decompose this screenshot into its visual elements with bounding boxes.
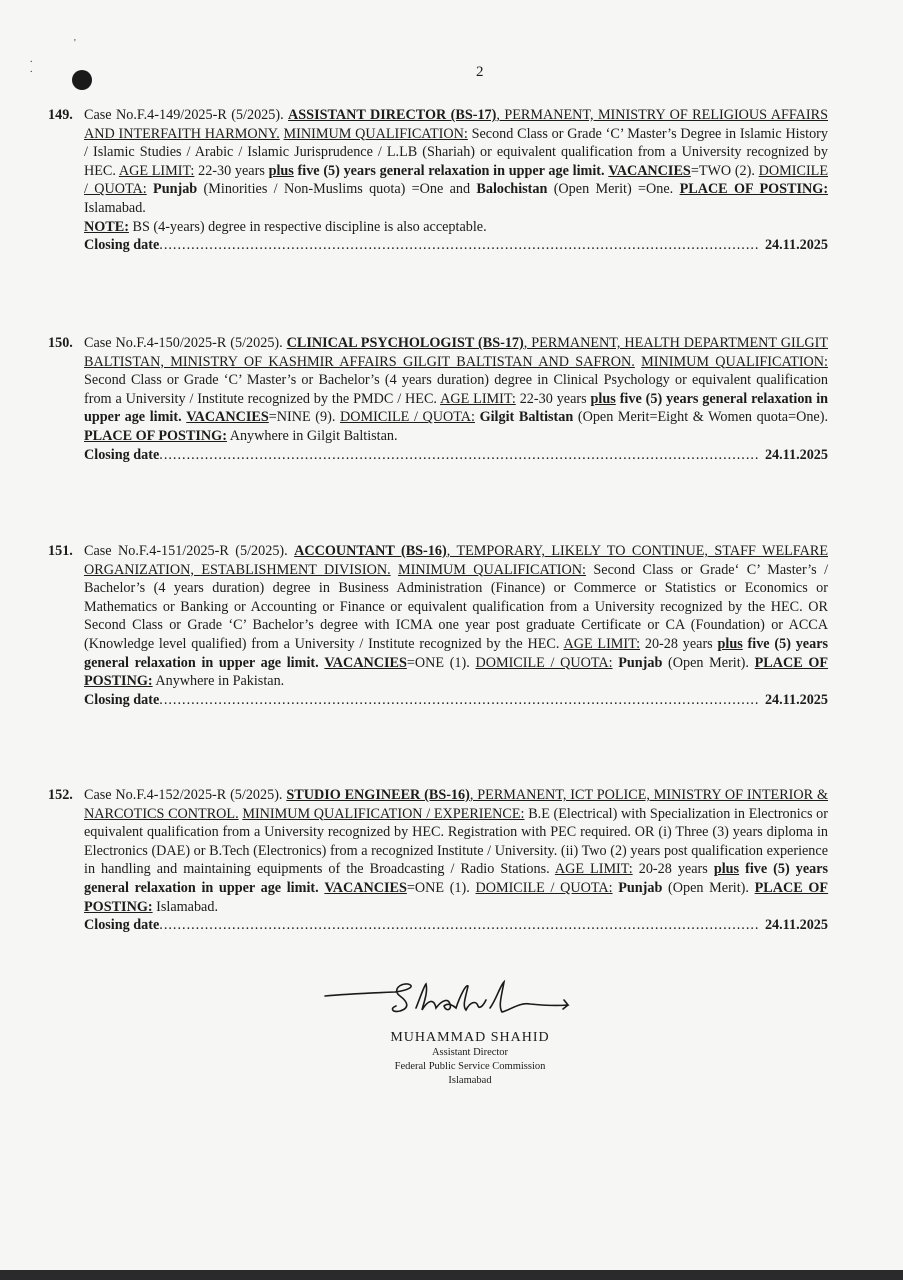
closing-date-row	[84, 446, 828, 465]
case-151	[48, 542, 829, 709]
age-limit-label: AGE LIMIT:	[554, 861, 633, 878]
age-limit-text: 22-30 years	[198, 162, 265, 179]
qualification-text: Second Class or Grade ‘C’ Master’s or Bachelor’s (4 years duration) degree in Clinical Psychology or equivalent qualification from a University / Institute recognized by the PMDC / HEC.	[84, 372, 828, 407]
domicile-province: Balochistan	[476, 181, 548, 198]
note-label: NOTE:	[84, 218, 129, 235]
place-of-posting-text: Islamabad.	[84, 199, 146, 216]
domicile-label: DOMICILE / QUOTA:	[475, 654, 613, 671]
domicile-label: DOMICILE / QUOTA:	[339, 409, 475, 426]
closing-date: 24.11.2025	[764, 237, 828, 254]
domicile-quota-text: (Minorities / Non-Muslims quota) =One and	[203, 181, 471, 198]
signature-block	[320, 978, 620, 1086]
domicile-quota-text: (Open Merit) =One.	[553, 181, 674, 198]
age-limit-label: AGE LIMIT:	[440, 390, 516, 407]
domicile-quota-text: (Open Merit=Eight & Women quota=One).	[577, 409, 828, 426]
tenure-department: , TEMPORARY, LIKELY TO CONTINUE, STAFF WELFARE ORGANIZATION, ESTABLISHMENT DIVISION.	[84, 543, 828, 578]
case-reference: Case No.F.4-149/2025-R (5/2025).	[84, 107, 284, 123]
qualification-text: Second Class or Grade‘ C’ Master’s / Bachelor’s (4 years duration) degree in Business Administration (Finance) or Commerce or Statistics or Economics or Mathematics or Banking or Accounting or Finance or equivalent qualification from a University recognized by the HEC. OR Second Class or Grade ‘C’ Bachelor’s degree with ICMA one year post graduate Certificate or CA (Foundation) or ACCA (Knowledge level qualified) from a University / Institute recognized by the HEC.	[84, 561, 829, 652]
post-title: CLINICAL PSYCHOLOGIST (BS-17)	[286, 335, 524, 351]
qualification-text: Second Class or Grade ‘C’ Master’s Degree in Islamic History / Islamic Studies / Arabic / Islamic Jurisprudence / L.LB (Shariah) or equivalent qualification from a University recognized by HEC.	[84, 125, 829, 179]
scan-mark: .	[30, 54, 33, 65]
case-number: 151.	[48, 543, 73, 559]
signer-organization: Federal Public Service Commission	[394, 1061, 546, 1072]
post-title: ASSISTANT DIRECTOR (BS-17)	[288, 107, 497, 123]
plus-word: plus	[713, 861, 740, 878]
signer-city: Islamabad	[448, 1075, 492, 1086]
signer-designation: Assistant Director	[431, 1047, 509, 1058]
case-149	[48, 106, 829, 255]
post-title: ACCOUNTANT (BS-16)	[294, 543, 447, 559]
punch-hole	[72, 70, 92, 90]
plus-word: plus	[590, 390, 616, 407]
scan-mark: '	[74, 38, 76, 49]
place-of-posting-label: PLACE OF POSTING:	[679, 181, 829, 198]
domicile-quota-text: (Open Merit).	[668, 654, 749, 671]
case-reference: Case No.F.4-152/2025-R (5/2025).	[84, 787, 283, 803]
case-150	[48, 334, 829, 464]
qualification-text: B.E (Electrical) with Specialization in Electronics or equivalent qualification from a University recognized by HEC. Registration with PEC required. OR (i) Three (3) years diploma in Electronics (DAE) or B.Tech (Electronics) from a recognized Institute / University. (ii) Two (2) years post qualification experience in handling and maintaining equipments of the Broadcasting / Radio Stations.	[84, 805, 829, 878]
vacancies-text: =ONE (1).	[406, 879, 470, 896]
case-reference: Case No.F.4-151/2025-R (5/2025).	[84, 543, 288, 559]
qualification-label: MINIMUM QUALIFICATION:	[641, 353, 828, 370]
place-of-posting-label: PLACE OF POSTING:	[84, 654, 829, 690]
note-text: BS (4-years) degree in respective discipline is also acceptable.	[132, 218, 487, 235]
domicile-label: DOMICILE / QUOTA:	[84, 162, 829, 198]
closing-date-label: Closing date	[84, 691, 160, 708]
signer-name: MUHAMMAD SHAHID	[390, 1030, 550, 1045]
relaxation-text: five (5) years general relaxation in upper age limit.	[84, 635, 829, 671]
place-of-posting-text: Anywhere in Pakistan.	[155, 673, 285, 690]
closing-date: 24.11.2025	[764, 691, 828, 708]
qualification-label: MINIMUM QUALIFICATION / EXPERIENCE:	[242, 805, 525, 822]
page-number: 2	[476, 64, 484, 80]
tenure-department: , PERMANENT, ICT POLICE, MINISTRY OF INTERIOR & NARCOTICS CONTROL.	[84, 787, 829, 822]
domicile-quota-text: (Open Merit).	[668, 879, 749, 896]
qualification-label: MINIMUM QUALIFICATION:	[283, 125, 468, 142]
place-of-posting-label: PLACE OF POSTING:	[84, 427, 227, 444]
closing-date-row	[84, 236, 828, 255]
tenure-department: , PERMANENT, MINISTRY OF RELIGIOUS AFFAIRS AND INTERFAITH HARMONY.	[84, 107, 828, 142]
vacancies-text: =ONE (1).	[406, 654, 470, 671]
domicile-province: Punjab	[618, 879, 663, 896]
closing-date-row	[84, 916, 828, 935]
closing-date-label: Closing date	[84, 917, 160, 934]
post-title: STUDIO ENGINEER (BS-16)	[286, 787, 470, 803]
age-limit-label: AGE LIMIT:	[118, 162, 195, 179]
place-of-posting-text: Anywhere in Gilgit Baltistan.	[229, 427, 398, 444]
plus-word: plus	[268, 162, 294, 179]
case-reference: Case No.F.4-150/2025-R (5/2025).	[84, 335, 283, 351]
vacancies-label: VACANCIES	[186, 409, 269, 426]
domicile-label: DOMICILE / QUOTA:	[475, 879, 613, 896]
age-limit-text: 20-28 years	[644, 635, 713, 652]
age-limit-text: 20-28 years	[638, 861, 708, 878]
vacancies-text: =NINE (9).	[268, 409, 336, 426]
closing-date-label: Closing date	[84, 446, 160, 463]
relaxation-text: five (5) years general relaxation in upper age limit.	[84, 861, 829, 896]
qualification-label: MINIMUM QUALIFICATION:	[398, 561, 586, 578]
case-152	[48, 786, 829, 935]
handwritten-signature	[320, 978, 620, 1028]
place-of-posting-text: Islamabad.	[156, 898, 218, 915]
tenure-department: , PERMANENT, HEALTH DEPARTMENT GILGIT BALTISTAN, MINISTRY OF KASHMIR AFFAIRS GILGIT BALTISTAN AND SAFRON.	[84, 335, 828, 370]
vacancies-label: VACANCIES	[608, 162, 691, 179]
closing-date: 24.11.2025	[764, 446, 828, 463]
plus-word: plus	[717, 635, 743, 652]
relaxation-text: five (5) years general relaxation in upper age limit.	[297, 162, 605, 179]
vacancies-label: VACANCIES	[324, 879, 407, 896]
age-limit-label: AGE LIMIT:	[563, 635, 641, 652]
vacancies-label: VACANCIES	[324, 654, 407, 671]
scan-bottom-edge	[0, 1270, 903, 1280]
place-of-posting-label: PLACE OF POSTING:	[84, 879, 829, 915]
domicile-province: Gilgit Baltistan	[479, 409, 574, 426]
closing-date-label: Closing date	[84, 237, 160, 254]
case-number: 150.	[48, 335, 73, 351]
scan-mark: .	[30, 64, 33, 75]
closing-date: 24.11.2025	[764, 917, 828, 934]
vacancies-text: =TWO (2).	[690, 162, 755, 179]
relaxation-text: five (5) years general relaxation in upper age limit.	[84, 390, 829, 426]
case-number: 149.	[48, 107, 73, 123]
note	[84, 218, 828, 237]
age-limit-text: 22-30 years	[519, 390, 587, 407]
signer-details	[320, 1030, 620, 1088]
domicile-province: Punjab	[618, 654, 663, 671]
case-number: 152.	[48, 787, 73, 803]
closing-date-row	[84, 691, 828, 710]
domicile-province: Punjab	[153, 181, 198, 198]
